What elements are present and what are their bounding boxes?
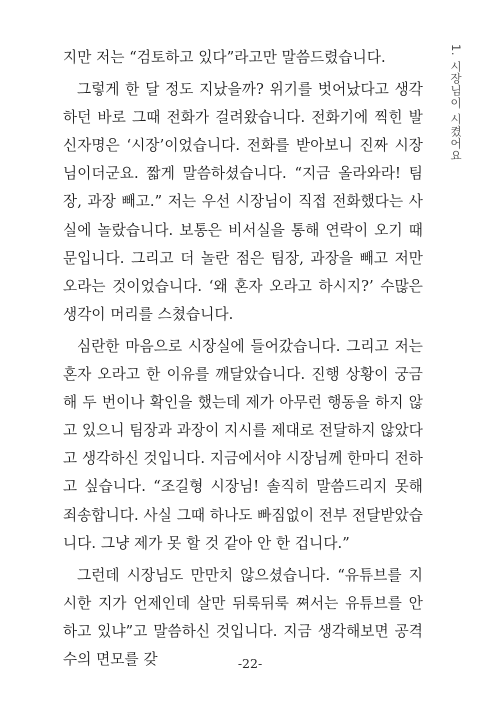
running-head: 1. 시장님이 시켰어요 (449, 44, 463, 162)
paragraph: 심란한 마음으로 시장실에 들어갔습니다. 그리고 저는 혼자 오라고 한 이유를 깨달았습니다. 진행 상황이 궁금해 두 번이나 확인을 했는데 제가 아무런 행동을 하지 않고 있으니 팀장과 과장이 지시를 제대로 전달하지 않았다고 생각하신 것입니다. 지금에서야 시장님께 한마디 전하고 싶습니다. “조길형 시장님! 솔직히 말씀드리지 못해 죄송합니다. 사실 그때 하나도 빠짐없이 전부 전달받았습니다. 그냥 제가 못 할 것 같아 안 한 겁니다.” (63, 337, 423, 552)
body-text (63, 44, 423, 674)
paragraph: 그런데 시장님도 만만치 않으셨습니다. “유튜브를 지시한 지가 언제인데 살만 뒤룩뒤룩 쪄서는 유튜브를 안 하고 있냐”고 말씀하신 것입니다. 지금 생각해보면 공격수의 면모를 갖 (63, 566, 423, 668)
page-number: -22- (237, 656, 263, 671)
paragraph: 그렇게 한 달 정도 지났을까? 위기를 벗어났다고 생각하던 바로 그때 전화가 걸려왔습니다. 전화기에 찍힌 발신자명은 ‘시장’이었습니다. 전화를 받아보니 진짜 시장님이더군요. 짧게 말씀하셨습니다. “지금 올라와라! 팀장, 과장 빼고.” 저는 우선 시장님이 직접 전화했다는 사실에 놀랐습니다. 보통은 비서실을 통해 연락이 오기 때문입니다. 그리고 더 놀란 점은 팀장, 과장을 빼고 저만 오라는 것이었습니다. ‘왜 혼자 오라고 하시지?’ 수많은 생각이 머리를 스쳤습니다. (63, 81, 423, 323)
paragraph-continuation: 지만 저는 “검토하고 있다”라고만 말씀드렸습니다. (63, 49, 386, 66)
